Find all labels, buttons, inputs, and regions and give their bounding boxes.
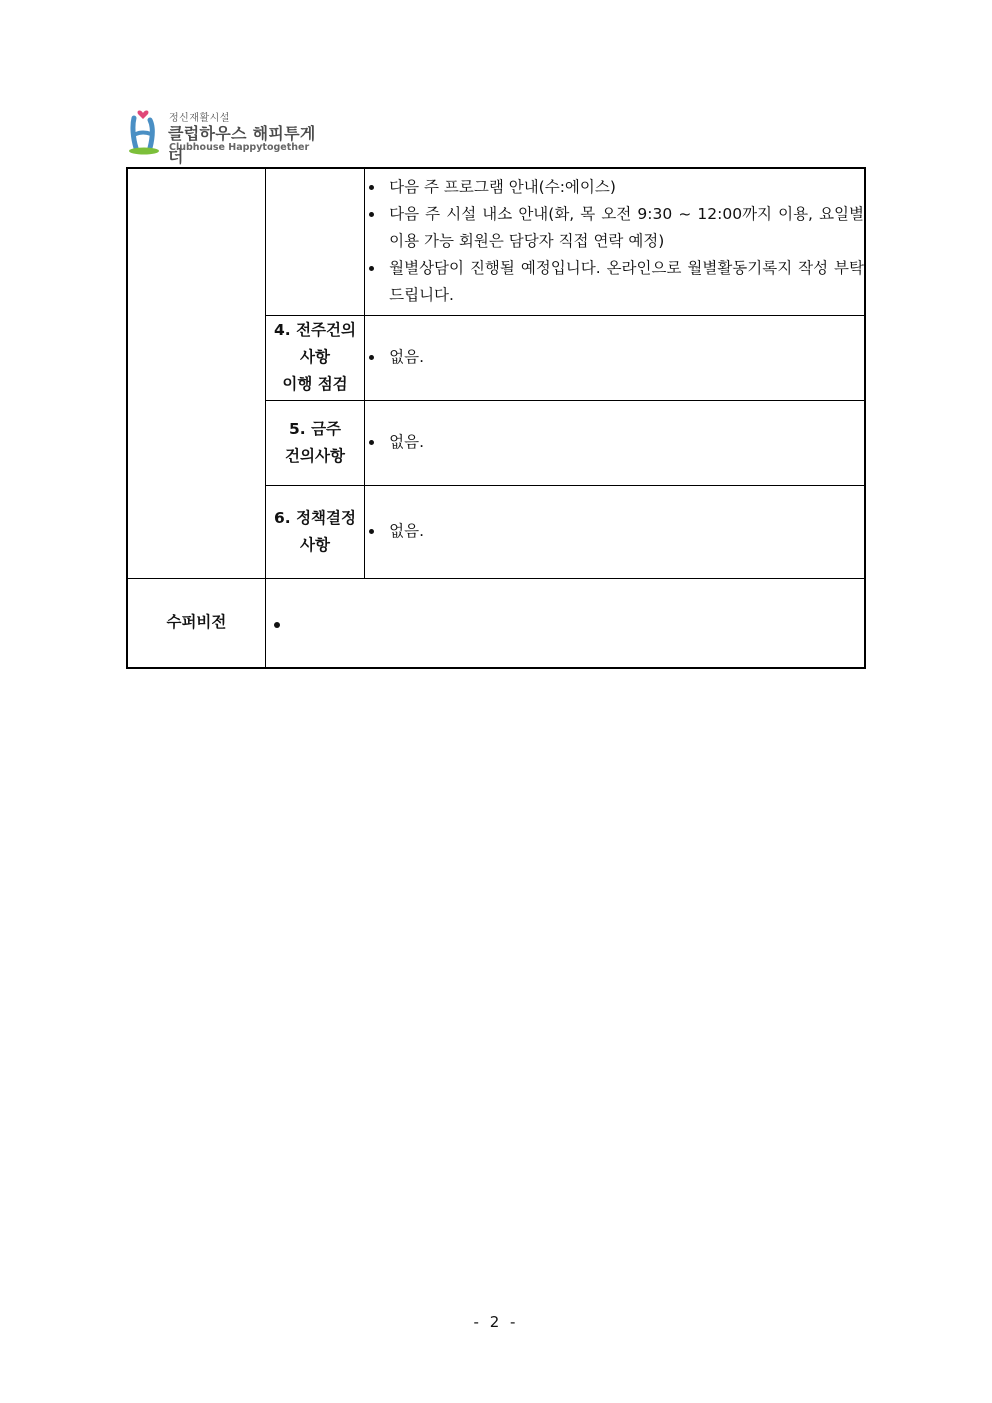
label-line: 5. 금주 bbox=[289, 419, 342, 438]
list-item: 없음. bbox=[365, 344, 864, 371]
list-item: 다음 주 시설 내소 안내(화, 목 오전 9:30 ~ 12:00까지 이용, 요일별 이용 가능 회원은 담당자 직접 연락 예정) bbox=[365, 201, 864, 255]
label-line: 6. 정책결정 bbox=[274, 508, 356, 527]
bullet-list bbox=[365, 174, 864, 309]
label-cell bbox=[265, 485, 364, 578]
table-row bbox=[127, 168, 865, 315]
clubhouse-logo bbox=[128, 104, 328, 166]
label-cell bbox=[265, 400, 364, 485]
label-line: 사항 bbox=[300, 348, 330, 366]
list-item: 월별상담이 진행될 예정입니다. 온라인으로 월별활동기록지 작성 부탁드립니다. bbox=[365, 255, 864, 309]
h-heart-logo-icon bbox=[128, 104, 164, 156]
label-line: 이행 점검 bbox=[282, 375, 348, 393]
list-item: 없음. bbox=[365, 518, 864, 545]
logo-subtitle: 정신재활시설 bbox=[169, 113, 230, 124]
label-line: 사항 bbox=[300, 535, 330, 554]
content-cell bbox=[365, 400, 865, 485]
label-cell bbox=[265, 315, 364, 400]
supervision-row bbox=[127, 578, 865, 668]
meeting-minutes-table bbox=[126, 167, 866, 669]
section-label-cell bbox=[127, 168, 265, 578]
label-line: 4. 전주건의 bbox=[274, 321, 356, 339]
content-cell bbox=[365, 315, 865, 400]
logo-name: 클럽하우스 해피투게더 bbox=[168, 124, 316, 166]
page-number: - 2 - bbox=[473, 1313, 519, 1331]
list-item: 없음. bbox=[365, 429, 864, 456]
supervision-content bbox=[265, 578, 865, 668]
bullet-icon bbox=[274, 622, 280, 628]
content-cell bbox=[365, 485, 865, 578]
label-line: 건의사항 bbox=[285, 446, 345, 465]
list-item: 다음 주 프로그램 안내(수:에이스) bbox=[365, 174, 864, 201]
label-cell bbox=[265, 168, 364, 315]
content-cell bbox=[365, 168, 865, 315]
logo-english: Clubhouse Happytogether bbox=[169, 142, 310, 153]
supervision-label: 수퍼비전 bbox=[127, 578, 265, 668]
